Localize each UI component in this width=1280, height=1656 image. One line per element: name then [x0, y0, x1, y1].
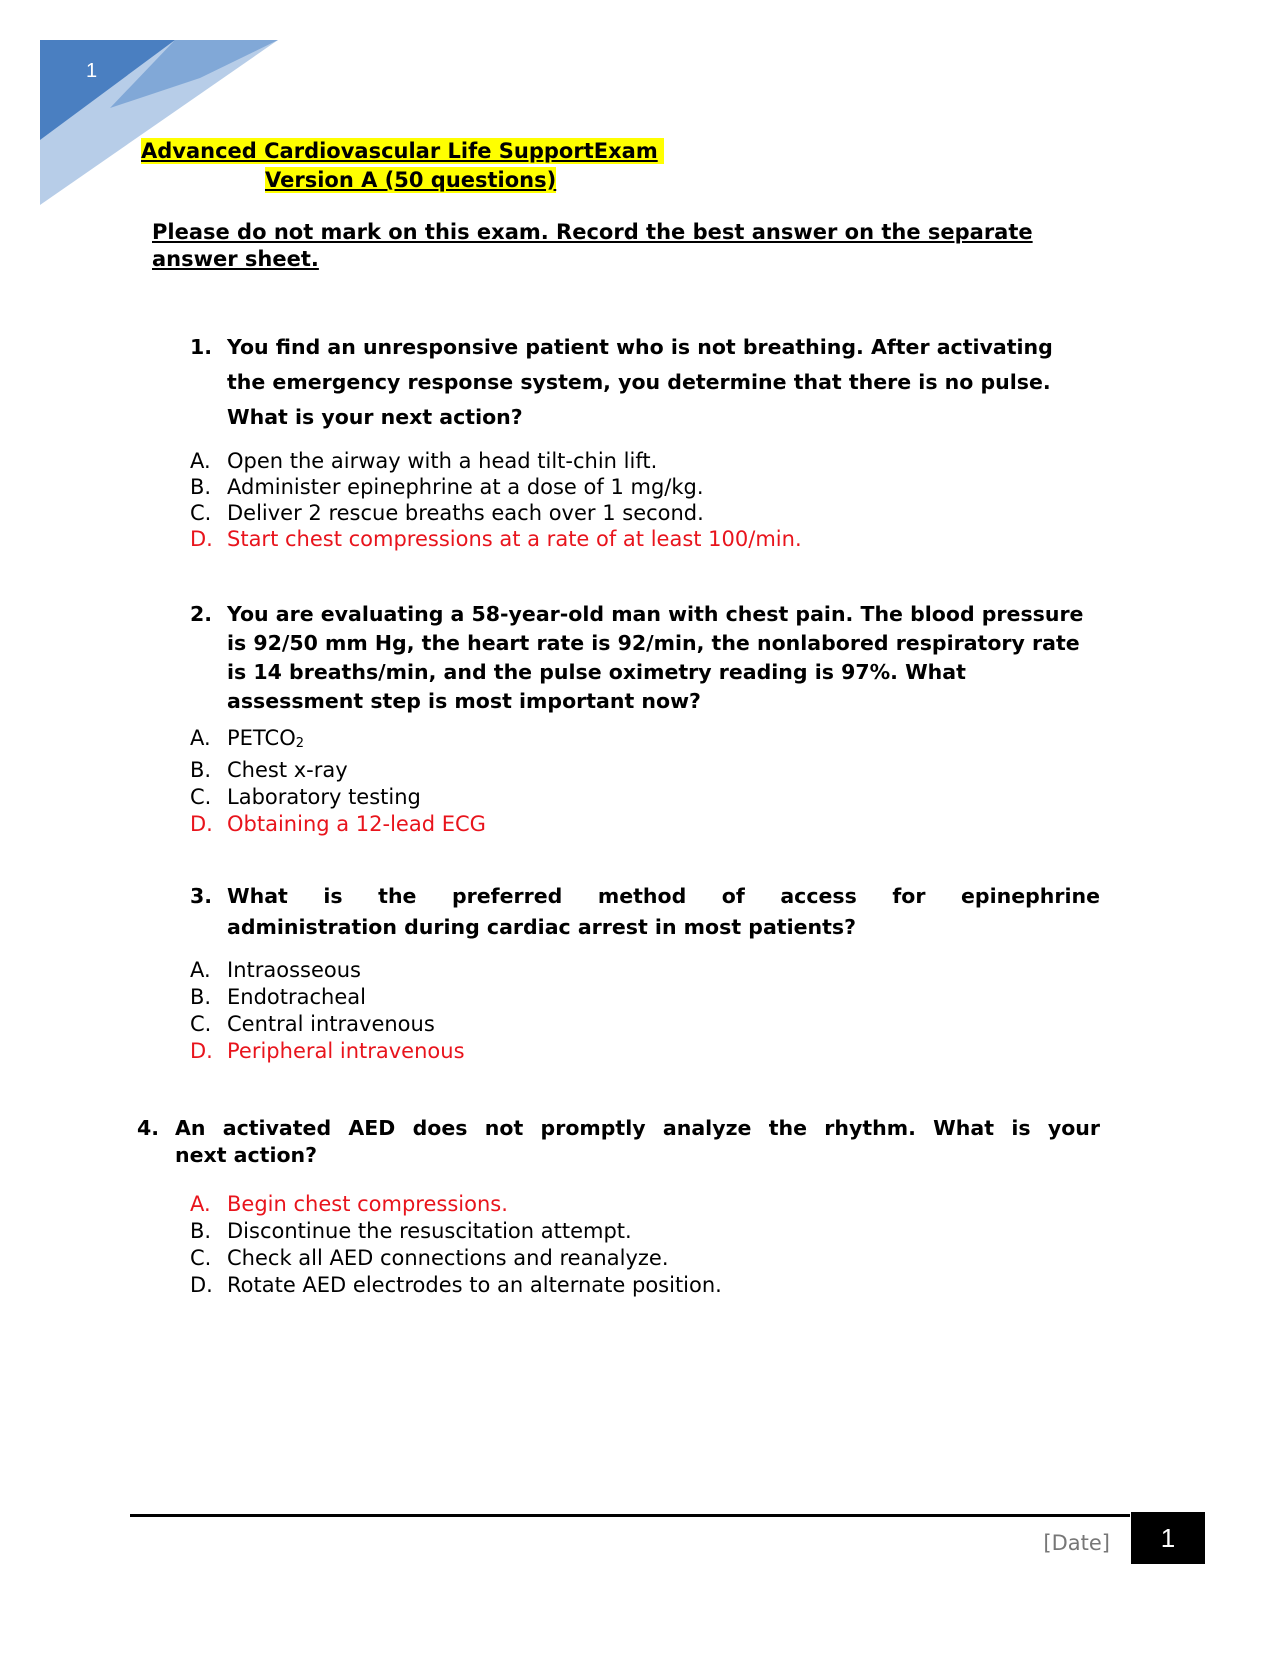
question-text-line-2: administration during cardiac arrest in most patients?: [227, 915, 856, 939]
option-text: Discontinue the resuscitation attempt.: [227, 1219, 632, 1243]
option-text: Rotate AED electrodes to an alternate position.: [227, 1273, 722, 1297]
exam-title: Advanced Cardiovascular Life SupportExam: [141, 138, 664, 164]
question-2-options: [190, 725, 486, 838]
question-text: [175, 1115, 1100, 1169]
option-c: [190, 500, 802, 526]
option-letter: C.: [190, 1012, 212, 1036]
option-b: [190, 757, 486, 784]
option-letter: D.: [190, 812, 213, 836]
option-c: [190, 1245, 722, 1272]
question-4-options: [190, 1191, 722, 1299]
option-text: Administer epinephrine at a dose of 1 mg/kg.: [227, 475, 704, 499]
exam-instructions: Please do not mark on this exam. Record the best answer on the separate answer sheet.: [152, 220, 1033, 271]
option-letter: D.: [190, 1273, 213, 1297]
question-3: [190, 881, 1100, 943]
option-text: Peripheral intravenous: [227, 1039, 465, 1063]
option-letter: C.: [190, 1246, 212, 1270]
footer-page-number: 1: [1131, 1512, 1205, 1564]
option-letter: D.: [190, 1039, 213, 1063]
option-letter: A.: [190, 449, 211, 473]
exam-version: Version A (50 questions): [265, 168, 557, 192]
option-letter: B.: [190, 475, 212, 499]
question-number: 2.: [190, 602, 213, 626]
option-text: Laboratory testing: [227, 785, 421, 809]
option-text: Begin chest compressions.: [227, 1192, 508, 1216]
option-text: Intraosseous: [227, 958, 361, 982]
option-text: Endotracheal: [227, 985, 366, 1009]
option-d-correct: [190, 1038, 465, 1065]
option-letter: B.: [190, 1219, 212, 1243]
option-d-correct: [190, 526, 802, 552]
question-text: [227, 881, 1100, 943]
option-c: [190, 784, 486, 811]
option-letter: B.: [190, 985, 212, 1009]
question-text: You are evaluating a 58-year-old man with chest pain. The blood pressure is 92/50 mm Hg, the heart rate is 92/min, the nonlabored respiratory rate is 14 breaths/min, and the pulse oximetry reading is 97%. What assessment step is most important now?: [227, 602, 1084, 713]
option-text: Start chest compressions at a rate of at least 100/min.: [227, 527, 802, 551]
option-letter: A.: [190, 1192, 211, 1216]
question-text: You find an unresponsive patient who is not breathing. After activating the emergency response system, you determine that there is no pulse. What is your next action?: [227, 335, 1053, 429]
option-letter: C.: [190, 501, 212, 525]
option-text: Chest x-ray: [227, 758, 348, 782]
option-b: [190, 474, 802, 500]
option-b: [190, 984, 465, 1011]
option-text: Obtaining a 12-lead ECG: [227, 812, 486, 836]
question-text-line-1: An activated AED does not promptly analyze the rhythm. What is your: [175, 1116, 1100, 1140]
option-letter: D.: [190, 527, 213, 551]
footer-rule: [130, 1514, 1130, 1517]
option-c: [190, 1011, 465, 1038]
option-text: Open the airway with a head tilt-chin lift.: [227, 449, 658, 473]
option-letter: A.: [190, 726, 211, 750]
option-letter: A.: [190, 958, 211, 982]
footer-date: [Date]: [1043, 1531, 1110, 1555]
question-1-options: [190, 448, 802, 552]
option-text: Deliver 2 rescue breaths each over 1 second.: [227, 501, 704, 525]
corner-page-number: 1: [86, 60, 98, 82]
question-4: [137, 1115, 1100, 1169]
option-a: [190, 957, 465, 984]
corner-decoration: [0, 0, 300, 220]
question-text-line-2: next action?: [175, 1143, 318, 1167]
option-text: Central intravenous: [227, 1012, 435, 1036]
option-letter: C.: [190, 785, 212, 809]
question-2: [190, 600, 1084, 716]
option-a-correct: [190, 1191, 722, 1218]
question-number: 4.: [137, 1116, 160, 1140]
option-letter: B.: [190, 758, 212, 782]
option-subscript: 2: [295, 736, 305, 751]
option-b: [190, 1218, 722, 1245]
option-a: [190, 448, 802, 474]
option-a: [190, 725, 486, 757]
option-d-correct: [190, 811, 486, 838]
option-text: Check all AED connections and reanalyze.: [227, 1246, 669, 1270]
option-text: PETCO: [227, 726, 296, 750]
question-number: 3.: [190, 884, 213, 908]
question-text-line-1: What is the preferred method of access for epinephrine: [227, 884, 1100, 908]
option-d: [190, 1272, 722, 1299]
question-number: 1.: [190, 335, 213, 359]
question-1: [190, 330, 1070, 435]
question-3-options: [190, 957, 465, 1065]
